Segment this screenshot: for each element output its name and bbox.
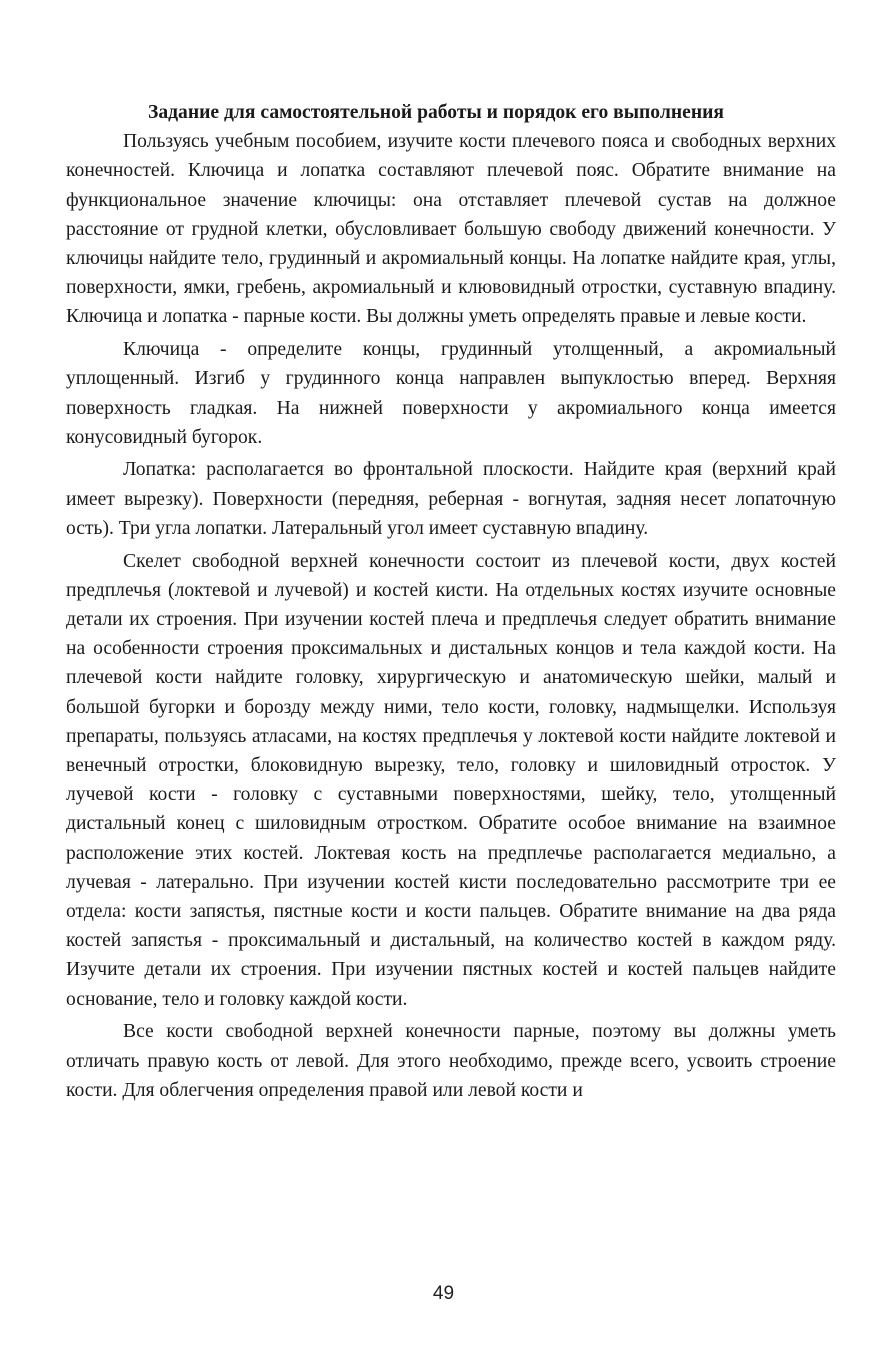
paragraph-paired-bones: Все кости свободной верхней конечности парные, поэтому вы должны уметь отличать правую кость от левой. Для этого необходимо, прежде всего, усвоить строение кости. Для облегчения определения правой или левой кости и	[66, 1021, 836, 1101]
paragraph-shoulder-girdle: Пользуясь учебным пособием, изучите кости плечевого пояса и свободных верхних конечностей. Ключица и лопатка составляют плечевой пояс. Обратите внимание на функциональное значение ключицы: она отставляет плечевой сустав на должное расстояние от грудной клетки, обусловливает большую свободу движений конечности. У ключицы найдите тело, грудинный и акромиальный концы. На лопатке найдите края, углы, поверхности, ямки, гребень, акромиальный и клювовидный отростки, суставную впадину. Ключица и лопатка - парные кости. Вы должны уметь определять правые и левые кости.	[66, 131, 836, 328]
paragraph-scapula: Лопатка: располагается во фронтальной плоскости. Найдите края (верхний край имеет вырезку). Поверхности (передняя, реберная - вогнутая, задняя несет лопаточную ость). Три угла лопатки. Латеральный угол имеет суставную впадину.	[66, 459, 836, 539]
page-number: 49	[432, 1283, 455, 1304]
text-body	[66, 98, 836, 1108]
paragraph-free-upper-limb: Скелет свободной верхней конечности состоит из плечевой кости, двух костей предплечья (локтевой и лучевой) и костей кисти. На отдельных костях изучите основные детали их строения. При изучении костей плеча и предплечья следует обратить внимание на особенности строения проксимальных и дистальных концов и тела каждой кости. На плечевой кости найдите головку, хирургическую и анатомическую шейки, малый и большой бугорки и борозду между ними, тело кости, головку, надмыщелки. Используя препараты, пользуясь атласами, на костях предплечья у локтевой кости найдите локтевой и венечный отростки, блоковидную вырезку, тело, головку и шиловидный отросток. У лучевой кости - головку с суставными поверхностями, шейку, тело, утолщенный дистальный конец с шиловидным отростком. Обратите особое внимание на взаимное расположение этих костей. Локтевая кость на предплечье располагается медиально, а лучевая - латерально. При изучении костей кисти последовательно рассмотрите три ее отдела: кости запястья, пястные кости и кости пальцев. Обратите внимание на два ряда костей запястья - проксимальный и дистальный, на количество костей в каждом ряду. Изучите детали их строения. При изучении пястных костей и костей пальцев найдите основание, тело и головку каждой кости.	[66, 550, 836, 1010]
section-heading: Задание для самостоятельной работы и порядок его выполнения	[148, 102, 725, 123]
paragraph-clavicle: Ключица - определите концы, грудинный утолщенный, а акромиальный уплощенный. Изгиб у грудинного конца направлен выпуклостью вперед. Верхняя поверхность гладкая. На нижней поверхности у акромиального конца имеется конусовидный бугорок.	[66, 339, 836, 448]
